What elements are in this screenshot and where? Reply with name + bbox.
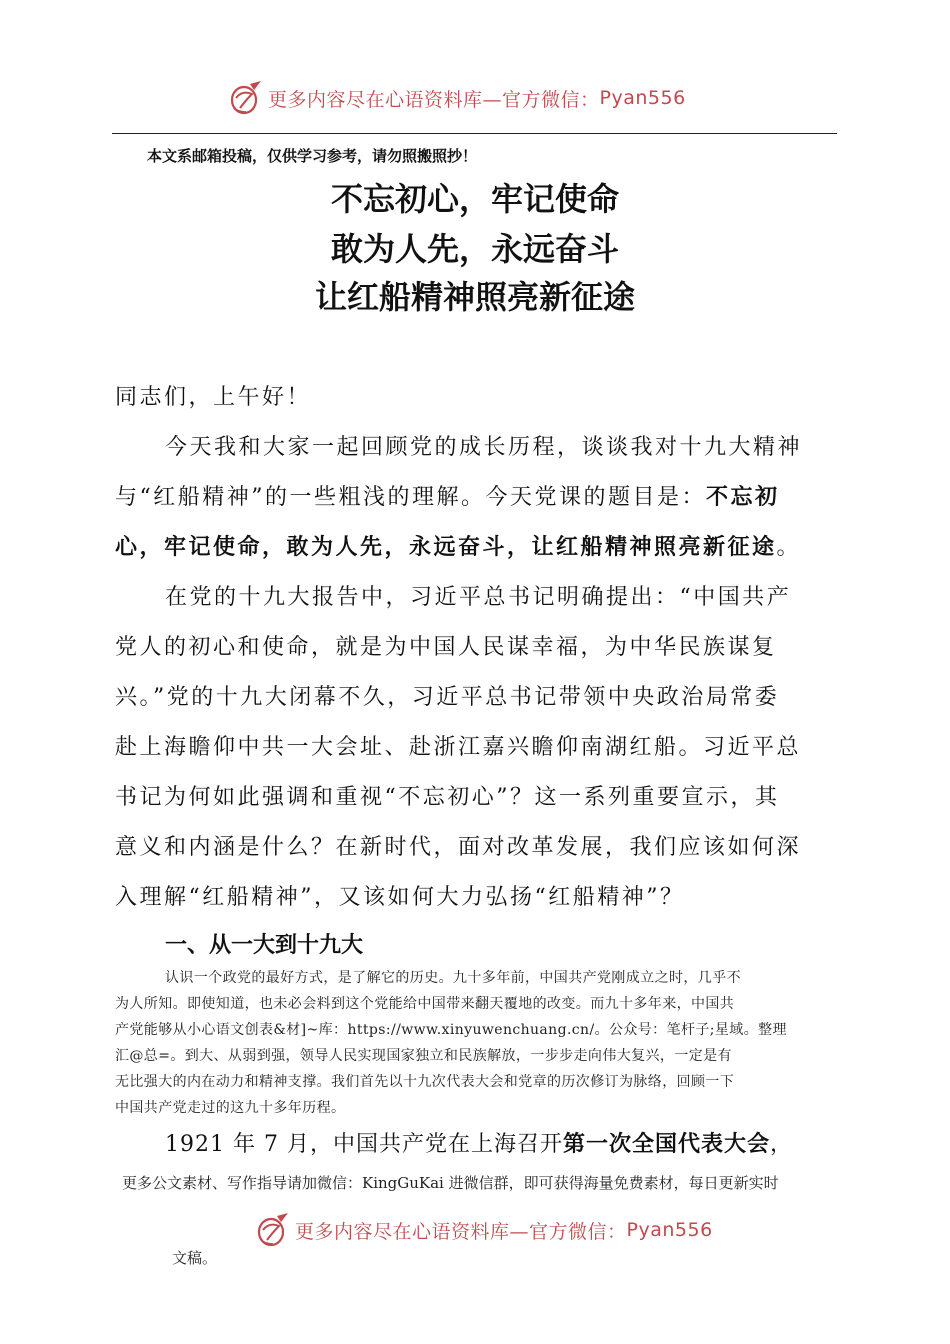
paragraph-line: 在党的十九大报告中，习近平总书记明确提出：“中国共产 [165, 585, 792, 610]
wechat-id: Pyan556 [599, 87, 686, 109]
paragraph-line: 党人的初心和使命，就是为中国人民谋幸福，为中华民族谋复 [115, 635, 777, 660]
lecture-topic-bold: 心，牢记使命，敢为人先，永远奋斗，让红船精神照亮新征途 [115, 534, 777, 560]
paragraph-text: 1921 年 7 月，中国共产党在上海召开 [165, 1132, 563, 1157]
section-text-line: 为人所知。即使知道，也未必会料到这个党能给中国带来翻天覆地的改变。而九十多年来，中国共 [115, 996, 735, 1012]
header-divider [112, 133, 837, 134]
brand-logo-icon [255, 1210, 291, 1250]
footer-promo: 更多公文素材、写作指导请加微信：KingGuKai 进微信群，即可获得海量免费素材，每日更新实时 [122, 1174, 779, 1192]
congress-bold: 第一次全国代表大会 [562, 1131, 770, 1157]
paragraph-line: 今天我和大家一起回顾党的成长历程，谈谈我对十九大精神 [165, 435, 803, 460]
paragraph-text: 与“红船精神”的一些粗浅的理解。今天党课的题目是： [115, 485, 706, 510]
title-line-2: 敢为人先，永远奋斗 [330, 230, 619, 268]
paragraph-line: 兴。”党的十九大闭幕不久，习近平总书记带领中央政治局常委 [115, 685, 780, 710]
lecture-topic-bold: 不忘初 [706, 484, 780, 510]
section-text-line: 无比强大的内在动力和精神支撑。我们首先以十九次代表大会和党章的历次修订为脉络，回顾一下 [115, 1074, 735, 1090]
paragraph-text: ， [769, 1132, 793, 1157]
section-text-line: 认识一个政党的最好方式，是了解它的历史。九十多年前，中国共产党刚成立之时，几乎不 [165, 970, 741, 986]
watermark-header-bottom [0, 1208, 950, 1252]
watermark-header-top [0, 76, 950, 120]
section-text-line: 中国共产党走过的这九十多年历程。 [115, 1100, 346, 1116]
paragraph-line [115, 530, 840, 561]
section-heading: 一、从一大到十九大 [165, 933, 364, 958]
paragraph-line: 入理解“红船精神”，又该如何大力弘扬“红船精神”？ [115, 885, 685, 910]
brand-text: 更多内容尽在心语资料库—官方微信： [268, 88, 600, 111]
paragraph-line: 书记为何如此强调和重视“不忘初心”？这一系列重要宣示，其 [115, 785, 780, 810]
paragraph-line: 意义和内涵是什么？在新时代，面对改革发展，我们应该如何深 [115, 835, 802, 860]
brand-logo-icon [228, 78, 264, 118]
section-text-line: 产党能够从小心语文创表&材]~库：https://www.xinyuwenchuang.cn/。公众号：笔杆子;星域。整理 [115, 1022, 787, 1038]
section-text-line: 汇@总=。到大、从弱到强，领导人民实现国家独立和民族解放，一步步走向伟大复兴，一定是有 [115, 1048, 732, 1064]
paragraph-line: 赴上海瞻仰中共一大会址、赴浙江嘉兴瞻仰南湖红船。习近平总 [115, 735, 802, 760]
submission-notice: 本文系邮箱投稿，仅供学习参考，请勿照搬照抄！ [147, 147, 478, 165]
paragraph-line [165, 1127, 890, 1158]
title-line-1: 不忘初心，牢记使命 [330, 180, 619, 218]
paragraph-line [115, 480, 840, 511]
title-line-3: 让红船精神照亮新征途 [314, 278, 635, 316]
greeting: 同志们，上午好！ [115, 385, 312, 410]
brand-text: 更多内容尽在心语资料库—官方微信： [295, 1220, 627, 1243]
footer-promo-end: 文稿。 [172, 1249, 218, 1267]
wechat-id: Pyan556 [626, 1219, 713, 1241]
paragraph-text: 。 [776, 535, 802, 560]
